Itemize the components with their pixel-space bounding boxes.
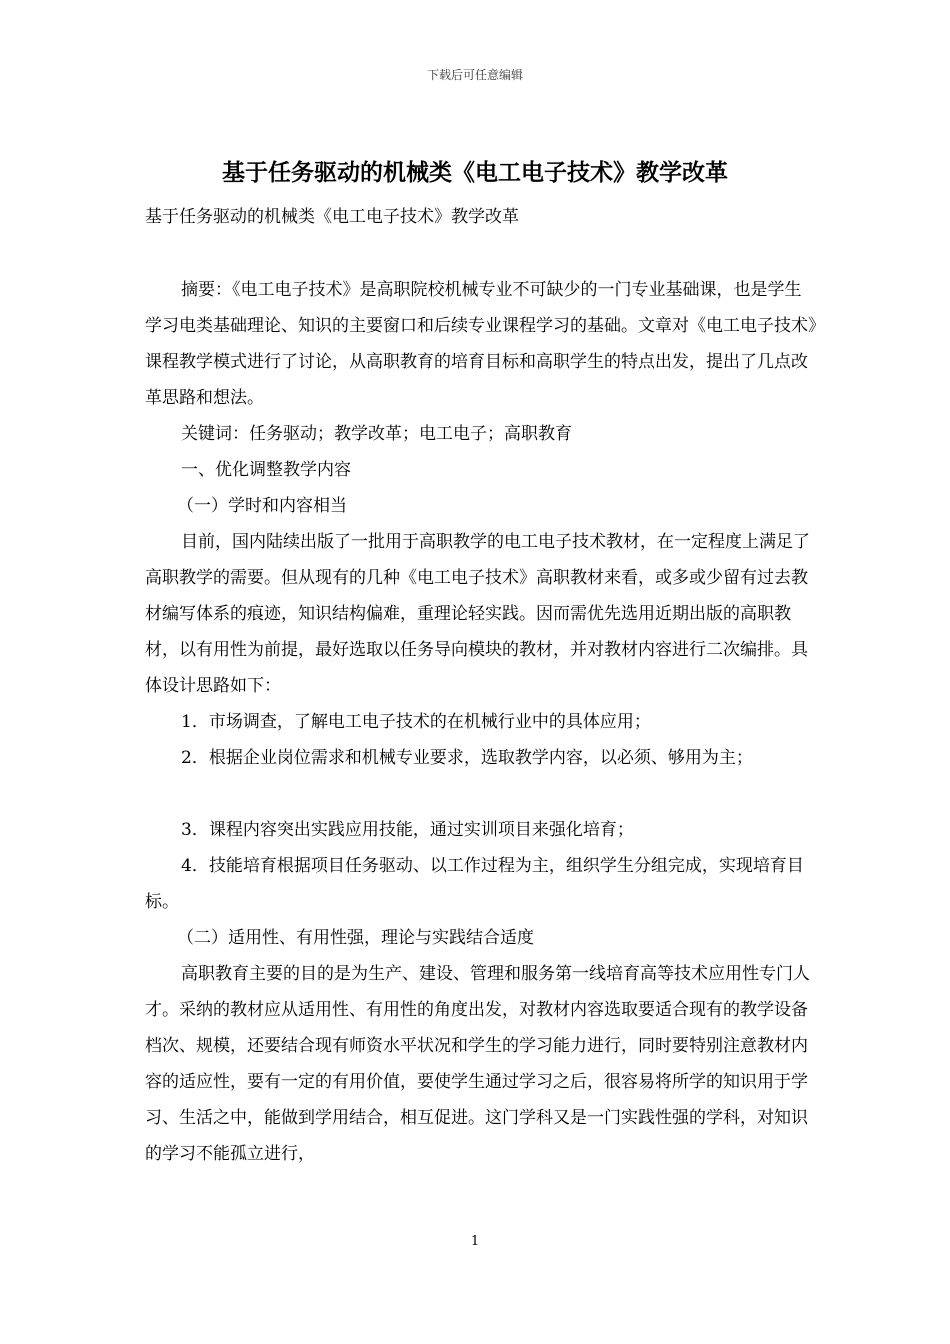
page-header-note: 下载后可任意编辑 — [426, 68, 523, 82]
document-title: 基于任务驱动的机械类《电工电子技术》教学改革 — [222, 160, 728, 186]
blank-line — [145, 776, 817, 812]
list-item-1: 1．市场调查，了解电工电子技术的在机械行业中的具体应用； — [181, 712, 651, 732]
abstract-paragraph: 摘要：《电工电子技术》是高职院校机械专业不可缺少的一门专业基础课，也是学生学习电类基础理论、知识的主要窗口和后续专业课程学习的基础。文章对《电工电子技术》课程教学模式进行了讨论，从高职教育的培育目标和高职学生的特点出发，提出了几点改革思路和想法。 — [145, 280, 817, 408]
subsection-heading-2: （二）适用性、有用性强，理论与实践结合适度 — [177, 928, 534, 948]
body-paragraph-2: 高职教育主要的目的是为生产、建设、管理和服务第一线培育高等技术应用性专门人才。采纳的教材应从适用性、有用性的角度出发，对教材内容选取要适合现有的教学设备档次、规模，还要结合现有师资水平状况和学生的学习能力进行，同时要特别注意教材内容的适应性，要有一定的有用价值，要使学生通过学习之后，很容易将所学的知识用于学习、生活之中，能做到学用结合，相互促进。这门学科又是一门实践性强的学科，对知识的学习不能孤立进行， — [145, 964, 810, 1164]
document-subtitle: 基于任务驱动的机械类《电工电子技术》教学改革 — [145, 207, 519, 227]
section-heading-1: 一、优化调整教学内容 — [181, 460, 351, 480]
list-item-2: 2．根据企业岗位需求和机械专业要求，选取教学内容，以必须、够用为主； — [181, 748, 753, 768]
document-body — [145, 272, 817, 1172]
subsection-heading-1: （一）学时和内容相当 — [177, 496, 347, 516]
list-item-4: 4．技能培育根据项目任务驱动、以工作过程为主，组织学生分组完成，实现培育目标。 — [145, 856, 804, 912]
list-item-3: 3．课程内容突出实践应用技能，通过实训项目来强化培育； — [181, 820, 634, 840]
keywords-line: 关键词：任务驱动；教学改革；电工电子；高职教育 — [181, 424, 572, 444]
page-number: 1 — [470, 1234, 480, 1249]
body-paragraph-1: 目前，国内陆续出版了一批用于高职教学的电工电子技术教材，在一定程度上满足了高职教学的需要。但从现有的几种《电工电子技术》高职教材来看，或多或少留有过去教材编写体系的痕迹，知识结构偏难，重理论轻实践。因而需优先选用近期出版的高职教材，以有用性为前提，最好选取以任务导向模块的教材，并对教材内容进行二次编排。具体设计思路如下： — [145, 532, 810, 696]
